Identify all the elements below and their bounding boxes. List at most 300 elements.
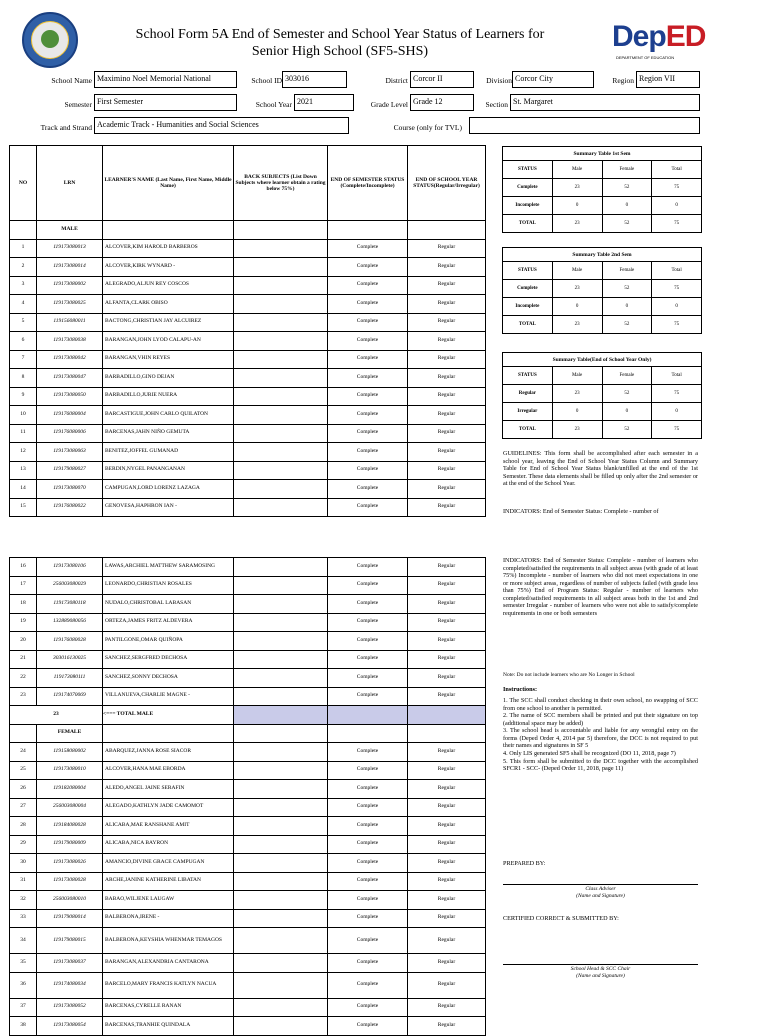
row-lrn: 119179080015 [37,928,103,954]
row-back-subjects [234,558,328,577]
row-eos-status: Complete [328,443,408,462]
row-learner-name: BACTONG,CHRISTIAN JAY ALCUIREZ [103,313,234,332]
table-row [10,558,486,577]
summary-col-male: Male [552,262,602,280]
summary-col-status: STATUS [503,161,553,179]
course-label: Course (only for TVL) [393,123,462,132]
table-row [10,498,486,517]
row-eos-status: Complete [328,350,408,369]
row-eos-status: Complete [328,498,408,517]
summary-row-total: 75 [652,179,702,197]
table-row [10,687,486,706]
row-back-subjects [234,909,328,928]
row-eos-status: Complete [328,972,408,998]
row-back-subjects [234,891,328,910]
row-eosy-status: Regular [408,613,486,632]
row-eos-status: Complete [328,461,408,480]
female-row-blank [10,724,37,743]
row-number: 13 [10,461,37,480]
col-header-no: NO [10,146,37,221]
section-label: Section [485,100,508,109]
row-learner-name: ORTEZA,JAMES FRITZ ALDEVERA [103,613,234,632]
table-row [10,576,486,595]
summary-row-label: TOTAL [503,215,553,233]
row-learner-name: BARANGAN,JOHN LYOD CALAPU-AN [103,332,234,351]
row-number: 11 [10,424,37,443]
table-row [10,972,486,998]
row-eosy-status: Regular [408,461,486,480]
row-learner-name: BALBERONA,IRENE - [103,909,234,928]
row-number: 35 [10,954,37,973]
certified-label: CERTIFIED CORRECT & SUBMITTED BY: [503,915,619,922]
row-lrn: 119179080014 [37,909,103,928]
row-lrn: 119173080063 [37,443,103,462]
summary-col-female: Female [602,262,652,280]
table-row [10,743,486,762]
head-signature-caption: School Head & SCC Chair (Name and Signature) [570,966,631,979]
school-id-label: School ID [251,76,282,85]
row-eos-status: Complete [328,687,408,706]
row-eos-status: Complete [328,928,408,954]
row-lrn: 119179080009 [37,835,103,854]
row-number: 4 [10,295,37,314]
row-lrn: 119173080002 [37,276,103,295]
row-learner-name: VILLANUEVA,CHARLIE MAGNE - [103,687,234,706]
indicators-text-cut: INDICATORS: End of Semester Status: Complete - number of [503,508,659,515]
row-eosy-status: Regular [408,928,486,954]
row-eos-status: Complete [328,669,408,688]
table-row [10,632,486,651]
row-back-subjects [234,295,328,314]
row-lrn: 119173080118 [37,595,103,614]
row-eosy-status: Regular [408,595,486,614]
row-eos-status: Complete [328,295,408,314]
row-back-subjects [234,332,328,351]
row-number: 27 [10,798,37,817]
row-back-subjects [234,1017,328,1036]
instruction-3: 3. The school head is accountable and liable for any wrongful entry on the forms (Deped Order 4, 2014 par 5) therefore, the DCC is not required to put their names and signatures in SF 5 [503,727,698,750]
summary-col-male: Male [552,367,602,385]
row-eosy-status: Regular [408,854,486,873]
table-row [10,350,486,369]
region-label: Region [612,76,634,85]
row-back-subjects [234,632,328,651]
row-eos-status: Complete [328,576,408,595]
row-learner-name: ALEDO,ANGEL JAINE SERAFIN [103,780,234,799]
row-number: 20 [10,632,37,651]
summary-row [503,298,702,316]
summary-row-female: 52 [602,179,652,197]
female-row-blank [103,724,234,743]
table-row [10,854,486,873]
row-number: 5 [10,313,37,332]
row-back-subjects [234,258,328,277]
grade-level-field: Grade 12 [410,94,474,111]
table-row [10,239,486,258]
total-male-row [10,706,486,725]
female-section-label: FEMALE [37,724,103,743]
row-lrn: 119158080002 [37,743,103,762]
row-eosy-status: Regular [408,891,486,910]
row-eosy-status: Regular [408,817,486,836]
table-row [10,295,486,314]
table-row [10,928,486,954]
total-male-eosy-cell [408,706,486,725]
row-number: 24 [10,743,37,762]
row-number: 38 [10,1017,37,1036]
row-lrn: 119173080026 [37,854,103,873]
female-row-blank [234,724,328,743]
row-back-subjects [234,998,328,1017]
row-back-subjects [234,835,328,854]
row-eosy-status: Regular [408,258,486,277]
row-back-subjects [234,350,328,369]
table-row [10,387,486,406]
table-row [10,332,486,351]
row-back-subjects [234,461,328,480]
row-eos-status: Complete [328,276,408,295]
row-number: 37 [10,998,37,1017]
row-learner-name: LAWAS,ARCHIEL MATTHEW SARAMOSING [103,558,234,577]
summary-row-label: TOTAL [503,421,553,439]
row-learner-name: BARBADILLO,GINO DEJAN [103,369,234,388]
region-field: Region VII [636,71,700,88]
col-header-name: LEARNER'S NAME (Last Name, First Name, Middle Name) [103,146,234,221]
total-male-eos-cell [328,706,408,725]
row-eos-status: Complete [328,854,408,873]
table-row [10,891,486,910]
instruction-2: 2. The name of SCC members shall be printed and put their signature on top (additional space may be added) [503,712,698,727]
row-number: 30 [10,854,37,873]
row-back-subjects [234,872,328,891]
school-name-field: Maximino Noel Memorial National [94,71,237,88]
row-lrn: 119173080013 [37,239,103,258]
head-signature-line [503,964,698,965]
summary-row [503,215,702,233]
row-learner-name: GENOVESA,HAPHRON IAN - [103,498,234,517]
row-lrn: 119176080022 [37,498,103,517]
row-back-subjects [234,972,328,998]
row-eosy-status: Regular [408,798,486,817]
row-number: 16 [10,558,37,577]
row-number: 31 [10,872,37,891]
row-back-subjects [234,954,328,973]
row-eosy-status: Regular [408,424,486,443]
table-row [10,817,486,836]
summary-row-label: Complete [503,280,553,298]
row-eos-status: Complete [328,258,408,277]
row-lrn: 119173080014 [37,258,103,277]
row-back-subjects [234,313,328,332]
row-learner-name: PANTILGONE,OMAR QUIÑOPA [103,632,234,651]
male-section-label: MALE [37,221,103,240]
row-eosy-status: Regular [408,406,486,425]
instruction-5: 5. This form shall be submitted to the DCC together with the accomplished SFCR1 - SCC- (Deped Order 11, 2018, page 11) [503,757,698,773]
row-number: 7 [10,350,37,369]
summary-col-total: Total [652,262,702,280]
col-header-eosy-status: END OF SCHOOL YEAR STATUS(Regular/Irregular) [408,146,486,221]
row-back-subjects [234,276,328,295]
row-learner-name: BARCENAS,JAHN NIÑO GEMUTA [103,424,234,443]
row-eos-status: Complete [328,872,408,891]
row-eos-status: Complete [328,817,408,836]
summary-row-male: 0 [552,197,602,215]
row-eosy-status: Regular [408,313,486,332]
row-lrn: 119174080034 [37,972,103,998]
summary-sy-title: Summary Table(End of School Year Only) [503,353,702,367]
row-eos-status: Complete [328,632,408,651]
semester-label: Semester [64,100,92,109]
row-learner-name: SANCHEZ,SERGFRED DECHOSA [103,650,234,669]
guidelines-text: GUIDELINES: This form shall be accomplished after each semester in a school year, leaving the End of School Year Status Column and Summary Table for End of School Year Status blank/unfilled at the end of the 1st Semester. These data elements shall be filled up only after the 2nd semester or at the end of the School Year. [503,450,698,488]
row-eos-status: Complete [328,780,408,799]
row-lrn: 119173080070 [37,480,103,499]
track-field: Academic Track - Humanities and Social Sciences [94,117,349,134]
row-lrn: 256003080004 [37,798,103,817]
row-eos-status: Complete [328,424,408,443]
row-eosy-status: Regular [408,558,486,577]
summary-row-total: 75 [652,316,702,334]
female-row-blank [408,724,486,743]
row-learner-name: ALCOVER,KIRK WYNARD - [103,258,234,277]
row-learner-name: BERDIN,NYGEL PANANGANAN [103,461,234,480]
row-learner-name: BARCELO,MARY FRANCIS KATLYN NACUA [103,972,234,998]
row-eos-status: Complete [328,761,408,780]
row-eosy-status: Regular [408,743,486,762]
row-learner-name: BARCASTIGUE,JOHN CARLO QUILATON [103,406,234,425]
course-field [469,117,700,134]
row-eosy-status: Regular [408,909,486,928]
table-row [10,313,486,332]
row-number: 34 [10,928,37,954]
row-number: 18 [10,595,37,614]
row-back-subjects [234,854,328,873]
summary-row [503,421,702,439]
row-eosy-status: Regular [408,669,486,688]
row-eos-status: Complete [328,798,408,817]
female-row-blank [328,724,408,743]
row-number: 15 [10,498,37,517]
row-eos-status: Complete [328,909,408,928]
track-label: Track and Strand [40,123,92,132]
row-learner-name: ALCOVER,KIM HAROLD BARBEROS [103,239,234,258]
row-back-subjects [234,613,328,632]
row-number: 17 [10,576,37,595]
summary-row-male: 23 [552,215,602,233]
summary-row-female: 52 [602,316,652,334]
summary-row-male: 0 [552,298,602,316]
row-number: 32 [10,891,37,910]
row-lrn: 119184080028 [37,817,103,836]
summary-row-total: 75 [652,280,702,298]
row-eos-status: Complete [328,387,408,406]
row-learner-name: AMANCIO,DIVINE GRACE CAMPUGAN [103,854,234,873]
table-row [10,998,486,1017]
learners-table-part2 [9,557,486,1036]
row-eos-status: Complete [328,835,408,854]
summary-row-female: 0 [602,403,652,421]
row-eosy-status: Regular [408,872,486,891]
summary-table-end-of-year [502,352,702,439]
row-lrn: 119173080010 [37,761,103,780]
col-header-back-subjects: BACK SUBJECTS (List Down Subjects where learner obtain a rating below 75%) [234,146,328,221]
row-learner-name: BARANGAN,ALEXANDRIA CANTARONA [103,954,234,973]
row-learner-name: BARCENAS,TRANHIE QUINDALA [103,1017,234,1036]
deped-logo: DepED DEPARTMENT OF EDUCATION [612,20,706,60]
summary-row [503,179,702,197]
row-number: 21 [10,650,37,669]
summary-row [503,316,702,334]
summary-row-male: 0 [552,403,602,421]
row-learner-name: ALFANTA,CLARK OBISO [103,295,234,314]
row-lrn: 119173080037 [37,954,103,973]
row-eosy-status: Regular [408,276,486,295]
row-learner-name: ALICABA,MAE RANSHANE AMIT [103,817,234,836]
total-male-count: 23 [10,706,103,725]
indicators-text: INDICATORS: End of Semester Status: Complete - number of learners who completed/satisfied the requirements in all subject areas (with grade of at least 75%) Incomplete - number of learners who did not meet expectations in one or more subject areas, regardless of number of subjects failed (with grade less than 75%) End of Program Status: Regular - number of learners who completed/satisfied requirements in all subject areas both in the 1st and 2nd semester Irregular - number of learners who were not able to satisfy/complete requirements in one or both semesters [503,557,698,617]
table-row [10,835,486,854]
row-eos-status: Complete [328,1017,408,1036]
row-back-subjects [234,369,328,388]
summary-row-label: TOTAL [503,316,553,334]
summary-row-male: 23 [552,385,602,403]
prepared-by-label: PREPARED BY: [503,860,546,867]
row-lrn: 119174070069 [37,687,103,706]
summary-row-label: Irregular [503,403,553,421]
school-id-field: 303016 [282,71,347,88]
summary-row [503,403,702,421]
row-lrn: 119173080028 [37,872,103,891]
row-lrn: 119173080050 [37,387,103,406]
row-eosy-status: Regular [408,632,486,651]
row-lrn: 119176080004 [37,406,103,425]
row-back-subjects [234,498,328,517]
row-eosy-status: Regular [408,687,486,706]
summary-row-total: 0 [652,298,702,316]
row-number: 2 [10,258,37,277]
section-field: St. Margaret [510,94,700,111]
row-lrn: 119173080042 [37,350,103,369]
table-row [10,909,486,928]
adviser-signature-line [503,884,698,885]
row-back-subjects [234,239,328,258]
row-number: 6 [10,332,37,351]
row-lrn: 119173080052 [37,998,103,1017]
table-row [10,595,486,614]
row-eos-status: Complete [328,480,408,499]
school-year-label: School Year [255,100,292,109]
row-lrn: 119173080111 [37,669,103,688]
row-number: 29 [10,835,37,854]
form-title-line1: School Form 5A End of Semester and School Year Status of Learners for [135,27,545,42]
row-lrn: 119173080038 [37,332,103,351]
row-back-subjects [234,576,328,595]
row-eosy-status: Regular [408,498,486,517]
row-learner-name: ABARQUEZ,JANNA ROSE SIACOR [103,743,234,762]
row-learner-name: LEONARDO,CHRISTIAN ROSALES [103,576,234,595]
row-learner-name: NUDALO,CHRISTOBAL LABASAN [103,595,234,614]
row-lrn: 119176080028 [37,632,103,651]
adviser-signature-caption: Class Adviser (Name and Signature) [576,886,625,899]
row-number: 9 [10,387,37,406]
row-eosy-status: Regular [408,295,486,314]
row-eos-status: Complete [328,613,408,632]
summary-col-total: Total [652,367,702,385]
district-field: Corcor II [410,71,474,88]
table-row [10,480,486,499]
row-back-subjects [234,761,328,780]
summary-row [503,280,702,298]
row-lrn: 119173080106 [37,558,103,577]
row-lrn: 256003080010 [37,891,103,910]
summary-row-label: Regular [503,385,553,403]
row-number: 1 [10,239,37,258]
summary-row [503,197,702,215]
row-back-subjects [234,817,328,836]
row-learner-name: BARANGAN,VHIN REYES [103,350,234,369]
row-number: 22 [10,669,37,688]
summary-1st-sem-title: Summary Table 1st Sem [503,147,702,161]
summary-col-female: Female [602,161,652,179]
total-male-label: <=== TOTAL MALE [103,706,234,725]
row-eos-status: Complete [328,998,408,1017]
summary-row-label: Complete [503,179,553,197]
col-header-lrn: LRN [37,146,103,221]
row-back-subjects [234,387,328,406]
row-eosy-status: Regular [408,332,486,351]
row-number: 10 [10,406,37,425]
row-back-subjects [234,743,328,762]
grade-level-label: Grade Level [370,100,408,109]
row-back-subjects [234,443,328,462]
division-field: Corcor City [512,71,594,88]
summary-row-male: 23 [552,280,602,298]
instructions-title: Instructions: [503,686,538,693]
row-learner-name: CAMPUGAN,LORD LORENZ LAZAGA [103,480,234,499]
table-row [10,798,486,817]
row-number: 19 [10,613,37,632]
table-row [10,780,486,799]
summary-row-male: 23 [552,179,602,197]
row-eosy-status: Regular [408,972,486,998]
row-eosy-status: Regular [408,350,486,369]
table-row [10,761,486,780]
school-name-label: School Name [51,76,92,85]
summary-row-female: 52 [602,280,652,298]
row-back-subjects [234,595,328,614]
row-back-subjects [234,687,328,706]
summary-col-total: Total [652,161,702,179]
row-learner-name: ALICABA,NICA BAYRON [103,835,234,854]
row-number: 25 [10,761,37,780]
table-row [10,650,486,669]
table-row [10,443,486,462]
row-number: 3 [10,276,37,295]
row-number: 8 [10,369,37,388]
row-eos-status: Complete [328,743,408,762]
row-back-subjects [234,669,328,688]
row-eosy-status: Regular [408,761,486,780]
table-row [10,613,486,632]
summary-col-female: Female [602,367,652,385]
row-lrn: 119173080054 [37,1017,103,1036]
row-eos-status: Complete [328,332,408,351]
summary-row-total: 0 [652,403,702,421]
row-learner-name: BALBERONA,KEYSHIA WHENMAR TEMAGOS [103,928,234,954]
table-row [10,461,486,480]
row-back-subjects [234,480,328,499]
instruction-4: 4. Only LIS generated SF5 shall be recognized (DO 11, 2018, page 7) [503,749,676,757]
